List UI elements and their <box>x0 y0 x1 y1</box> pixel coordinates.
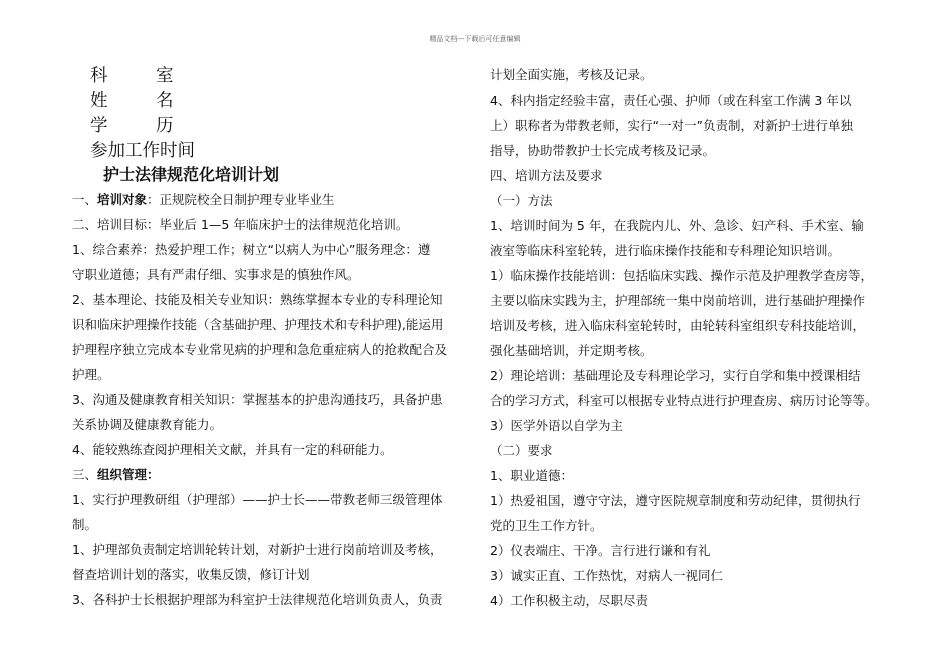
text-line: 培训及考核，进入临床科室轮转时，由轮转科室组织专科技能培训， <box>490 318 866 333</box>
section-heading: 组织管理： <box>97 467 160 482</box>
text-line: 主要以临床实践为主，护理部统一集中岗前培训，进行基础护理操作 <box>490 293 866 308</box>
form-label-char: 室 <box>156 66 174 86</box>
text-line: 1、职业道德： <box>490 468 573 483</box>
text-line: 1、培训时间为 5 年，在我院内儿、外、急诊、妇产科、手术室、输 <box>490 218 864 233</box>
form-label-char: 历 <box>156 116 174 136</box>
text-line: 护理程序独立完成本专业常见病的护理和急危重症病人的抢救配合及 <box>72 342 448 357</box>
text-line: 关系协调及健康教育能力。 <box>72 417 223 432</box>
text-line: 计划全面实施，考核及记录。 <box>490 67 653 82</box>
text-line: 四、培训方法及要求 <box>490 168 603 183</box>
form-field-name <box>90 90 174 112</box>
document-title: 护士法律规范化培训计划 <box>103 165 280 184</box>
text-line: （二）要求 <box>490 443 553 458</box>
text-line: 党的卫生工作方针。 <box>490 518 603 533</box>
text-line: 1、综合素养：热爱护理工作；树立“以病人为中心”服务理念：遵 <box>72 242 431 257</box>
text-line <box>72 192 335 208</box>
text-line: 2）理论培训：基础理论及专科理论学习，实行自学和集中授课相结 <box>490 368 861 383</box>
text-line-prefix: 三、 <box>72 467 98 482</box>
section-heading: 培训对象 <box>97 192 148 207</box>
text-line: 督查培训计划的落实，收集反馈，修订计划 <box>72 567 310 582</box>
text-line: 1）热爱祖国，遵守守法，遵守医院规章制度和劳动纪律，贯彻执行 <box>490 493 861 508</box>
form-field-department <box>90 65 174 87</box>
text-line-prefix: 一、 <box>72 192 98 207</box>
text-line: （一）方法 <box>490 193 553 208</box>
form-field-education <box>90 115 174 137</box>
text-line: 4、能较熟练查阅护理相关文献，并具有一定的科研能力。 <box>72 442 393 457</box>
text-line: 上）职称者为带教老师，实行“一对一”负责制，对新护士进行单独 <box>490 118 853 133</box>
text-line: 识和临床护理操作技能（含基础护理、护理技术和专科护理),能运用 <box>72 317 444 332</box>
text-line: 3）诚实正直、工作热忱，对病人一视同仁 <box>490 568 723 583</box>
text-line: 4）工作积极主动，尽职尽责 <box>490 593 648 608</box>
text-line: 2）仪表端庄、干净。言行进行谦和有礼 <box>490 543 711 558</box>
form-label-char: 科 <box>90 66 108 86</box>
text-line: 3、沟通及健康教育相关知识：掌握基本的护患沟通技巧，具备护患 <box>72 392 443 407</box>
text-line: 合的学习方式，科室可以根据专业特点进行护理查房、病历讨论等等。 <box>490 393 878 408</box>
form-label-char: 姓 <box>90 91 108 111</box>
form-label-char: 学 <box>90 116 108 136</box>
text-line: 二、培训目标：毕业后 1—5 年临床护士的法律规范化培训。 <box>72 217 409 232</box>
text-line: 液室等临床科室轮转，进行临床操作技能和专科理论知识培训。 <box>490 243 841 258</box>
header-note: 精品文档---下载后可任意编辑 <box>429 35 521 43</box>
text-line <box>72 467 160 483</box>
text-line: 2、基本理论、技能及相关专业知识：熟练掌握本专业的专科理论知 <box>72 292 443 307</box>
text-line-rest: ：正规院校全日制护理专业毕业生 <box>147 192 335 207</box>
text-line: 1、实行护理教研组（护理部）——护士长——带教老师三级管理体 <box>72 492 443 507</box>
text-line: 1、护理部负责制定培训轮转计划，对新护士进行岗前培训及考核， <box>72 542 443 557</box>
form-label-char: 名 <box>156 91 174 111</box>
text-line: 护理。 <box>72 367 110 382</box>
text-line: 3、各科护士长根据护理部为科室护士法律规范化培训负责人，负责 <box>72 592 443 607</box>
form-field-work-start: 参加工作时间 <box>90 141 195 161</box>
text-line: 守职业道德；具有严肃仔细、实事求是的慎独作风。 <box>72 267 360 282</box>
text-line: 强化基础培训，并定期考核。 <box>490 343 653 358</box>
text-line: 1）临床操作技能培训：包括临床实践、操作示范及护理教学查房等， <box>490 268 873 283</box>
text-line: 4、科内指定经验丰富，责任心强、护师（或在科室工作满 3 年以 <box>490 93 852 108</box>
text-line: 3）医学外语以自学为主 <box>490 418 623 433</box>
text-line: 指导，协助带教护士长完成考核及记录。 <box>490 143 716 158</box>
text-line: 制。 <box>72 517 98 532</box>
